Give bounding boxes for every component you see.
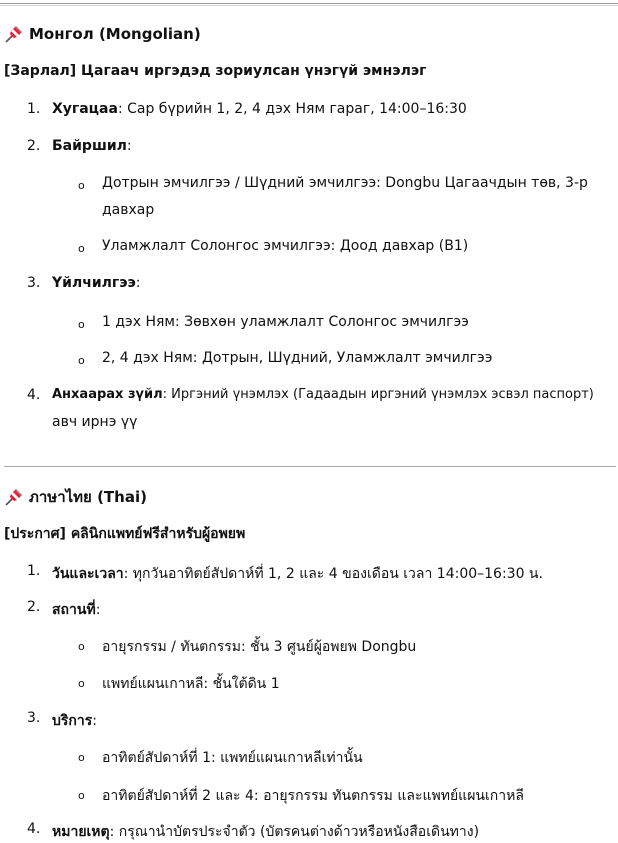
list-item-time <box>52 101 467 117</box>
item-label: Үйлчилгээ <box>52 275 136 291</box>
bullet: o <box>78 789 85 802</box>
bullet: o <box>78 179 85 192</box>
list-number: 1. <box>27 101 41 117</box>
sub-item: อาทิตย์สัปดาห์ที่ 2 และ 4: อายุรกรรม ทันตกรรม และแพทย์แผนเกาหลี <box>102 788 524 804</box>
sub-item: แพทย์แผนเกาหลี: ชั้นใต้ดิน 1 <box>102 676 280 692</box>
sub-item-continued: давхар <box>102 202 155 218</box>
list-number: 1. <box>27 563 41 579</box>
top-rule-inner <box>0 5 618 6</box>
item-label: วันและเวลา <box>52 566 124 582</box>
list-number: 2. <box>27 138 41 154</box>
sub-item: Уламжлалт Солонгос эмчилгээ: Доод давхар (B1) <box>102 238 469 254</box>
pushpin-icon <box>4 24 24 44</box>
bullet: o <box>78 751 85 764</box>
sub-item: Дотрын эмчилгээ / Шүдний эмчилгээ: Dongbu Цагаачдын төв, 3-р <box>102 175 588 191</box>
item-label: Байршил <box>52 138 127 154</box>
item-label: หมายเหตุ <box>52 824 110 840</box>
item-label: บริการ <box>52 713 93 729</box>
thai-notice-title: [ประกาศ] คลินิกแพทย์ฟรีสำหรับผู้อพยพ <box>4 526 246 542</box>
list-number: 4. <box>27 821 41 837</box>
list-item-services <box>52 710 97 732</box>
sub-item: อาทิตย์สัปดาห์ที่ 1: แพทย์แผนเกาหลีเท่านั้น <box>102 750 363 766</box>
list-number: 3. <box>27 275 41 291</box>
sub-item: 1 дэх Ням: Зөвхөн уламжлалт Солонгос эмчилгээ <box>102 314 469 330</box>
list-item-note <box>52 387 594 402</box>
list-item-services <box>52 275 141 291</box>
sub-item: 2, 4 дэх Ням: Дотрын, Шүдний, Уламжлалт эмчилгээ <box>102 350 493 366</box>
item-text: : Сар бүрийн 1, 2, 4 дэх Ням гараг, 14:00–16:30 <box>117 101 467 117</box>
bullet: o <box>78 354 85 367</box>
mongolian-heading <box>4 24 201 44</box>
bullet: o <box>78 242 85 255</box>
thai-heading <box>4 485 147 509</box>
list-number: 4. <box>27 387 41 403</box>
item-text: : <box>92 713 97 729</box>
item-text: : กรุณานำบัตรประจำตัว (บัตรคนต่างด้าวหรือหนังสือเดินทาง) <box>109 824 480 840</box>
bullet: o <box>78 640 85 653</box>
list-item-location <box>52 138 132 154</box>
item-text: : <box>95 602 101 618</box>
list-item-time <box>52 563 543 585</box>
item-label: Анхаарах зүйл <box>52 387 163 402</box>
bullet: o <box>78 677 85 690</box>
list-item-note-continued: авч ирнэ үү <box>52 414 138 430</box>
item-text: : ทุกวันอาทิตย์สัปดาห์ที่ 1, 2 และ 4 ของเดือน เวลา 14:00–16:30 น. <box>123 566 543 582</box>
section-divider <box>4 466 616 467</box>
item-text: : <box>135 275 141 291</box>
mongolian-heading-text: Монгол (Mongolian) <box>29 25 201 43</box>
mongolian-notice-title: [Зарлал] Цагаач иргэдэд зориулсан үнэгүй эмнэлэг <box>4 63 427 79</box>
item-text: : Иргэний үнэмлэх (Гадаадын иргэний үнэмлэх эсвэл паспорт) <box>162 387 594 402</box>
top-rule <box>0 3 618 4</box>
item-text: : <box>126 138 132 154</box>
thai-heading-text: ภาษาไทย (Thai) <box>29 488 147 506</box>
pushpin-icon <box>4 487 24 507</box>
list-number: 3. <box>27 710 41 726</box>
list-item-note <box>52 821 479 843</box>
item-label: Хугацаа <box>52 101 118 117</box>
list-item-location <box>52 599 100 621</box>
bullet: o <box>78 318 85 331</box>
sub-item: อายุรกรรม / ทันตกรรม: ชั้น 3 ศูนย์ผู้อพยพ Dongbu <box>102 639 417 655</box>
list-number: 2. <box>27 599 41 615</box>
item-label: สถานที่ <box>52 602 96 618</box>
